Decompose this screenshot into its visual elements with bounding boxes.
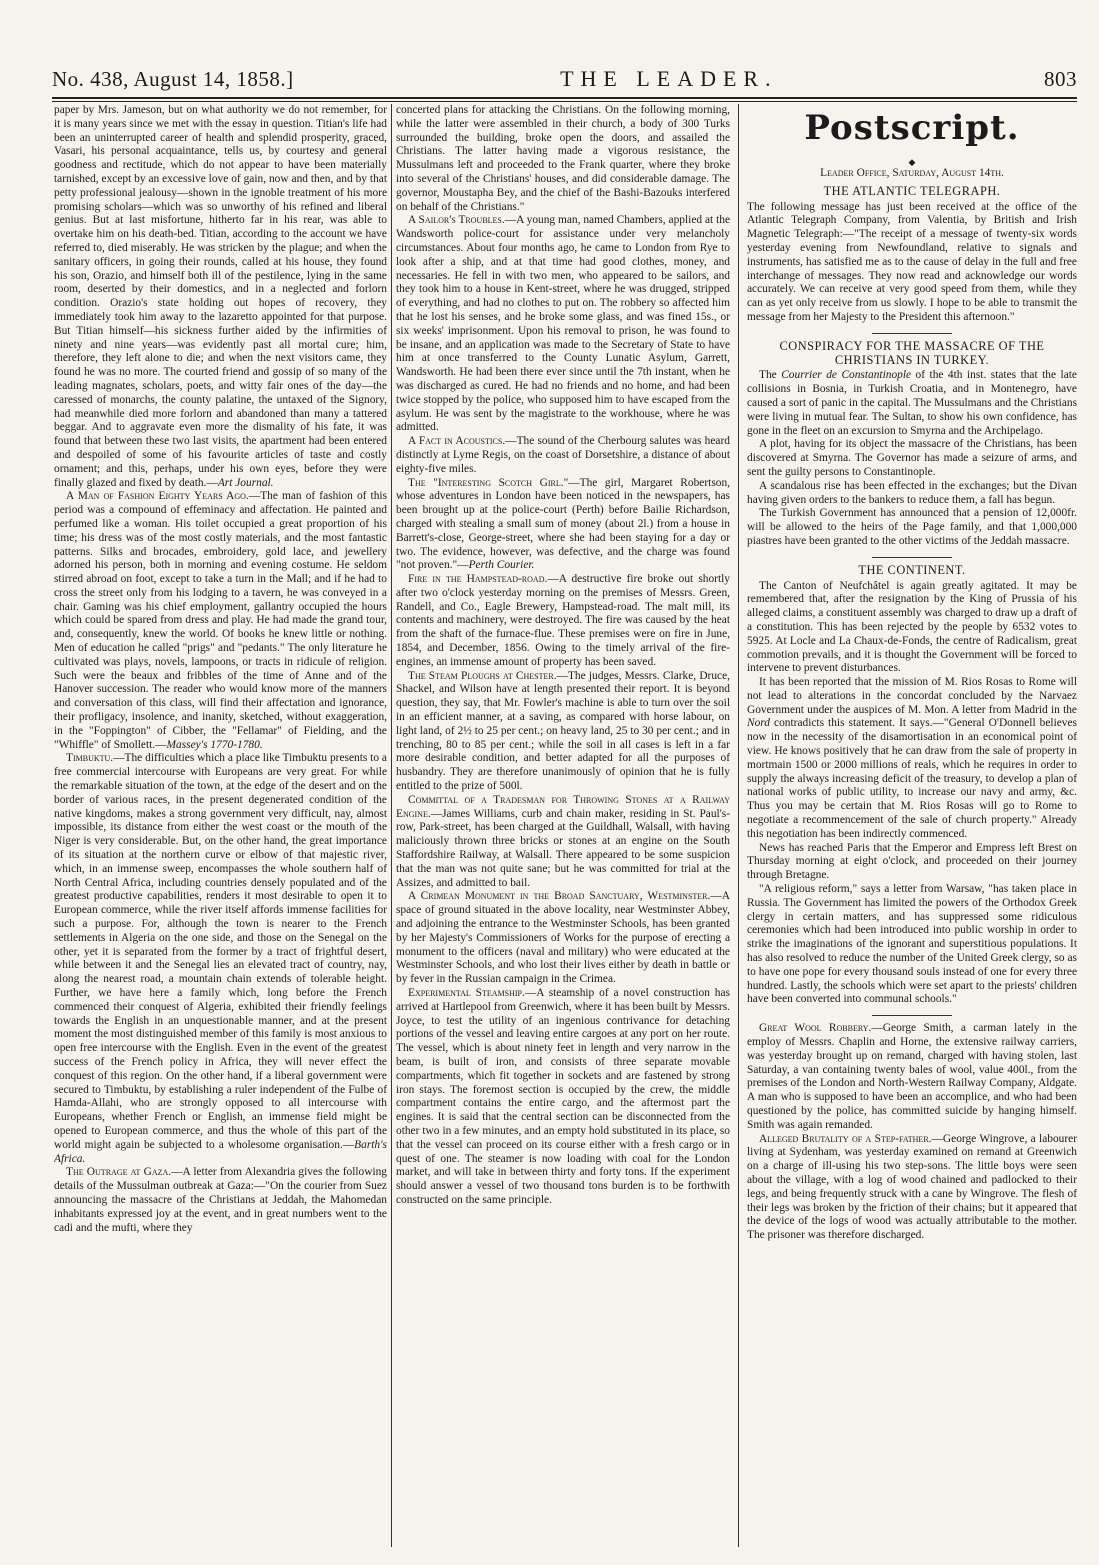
masthead-rule [52,97,1077,99]
article-paragraph: Fire in the Hampstead-road.—A destructive fire broke out shortly after two o'clock yesterday morning on the premises of Messrs. Green, Randell, and Co., Eagle Brewery, Hampstead-road. The malt mill, its contents and machinery, were destroyed. The fire was caused by the heat from the shaft of the furnace-flue. These premises were on fire in June, 1854, and December, 1856. Owing to the timely arrival of the fire-engines, an immense amount of property has been saved. [396,573,730,668]
section-heading: THE ATLANTIC TELEGRAPH. [823,183,1001,198]
column-divider [738,104,739,1547]
masthead [52,66,1077,94]
section-heading: CONSPIRACY FOR THE MASSACRE OF THE CHRISTIANS IN TURKEY. [779,338,1045,367]
postscript-heading: Postscript. [804,108,1020,148]
article-paragraph: A Crimean Monument in the Broad Sanctuary, Westminster.—A space of ground situated in the above locality, near Westminster Abbey, and adjoining the entrance to the Westminster Schools, has been granted by her Majesty's Commissioners of Works for the purpose of erecting a monument to the officers (naval and military) who were educated at the Westminster Schools, and who lost their lives either by death in battle or by fever in the Russian campaign in the Crimea. [396,890,730,986]
issue-date: No. 438, August 14, 1858.] [52,67,294,91]
article-paragraph: The following message has just been received at the office of the Atlantic Telegraph Company, from Valentia, by British and Irish Magnetic Telegraph:—"The receipt of a message of twenty-six words yesterday evening from Newfoundland, relative to signals and instruments, has satisfied me as to the cause of delay in the full and free interchange of messages. They now read and acknowledge our words accurately. We can receive at very good speed from them, while they can as yet only receive from us slowly. I hope to be able to transmit the message from her Majesty to the President this afternoon." [747,200,1077,323]
section-divider [872,557,952,558]
article-paragraph: A Sailor's Troubles.—A young man, named Chambers, applied at the Wandsworth police-court for assistance under very melancholy circumstances. About four months ago, he came to London from Rye to look after a ship, and at that time had good clothes, money, and necessaries. He fell in with two men, who appeared to be sailors, and they took him to a house in Kent-street, where he was drugged, stripped of everything, and had no clothes to put on. The robbery so affected him that he lost his senses, and he broke some glass, and was fined 15s., or six weeks' imprisonment. Upon his removal to prison, he was found to be insane, and an application was made to the Secretary of State to have him at once transferred to the County Lunatic Asylum, Garrett, Wandsworth. He had been there ever since until the 7th instant, when he was discharged as cured. He had no friends and no home, and had been twice stopped by the police, who supposed him to have escaped from the asylum. He was sent by the magistrate to the workhouse, where he was admitted. [396,214,730,434]
ornament-icon: ◆ [908,157,916,167]
article-paragraph: The Outrage at Gaza.—A letter from Alexandria gives the following details of the Mussulman outbreak at Gaza:—"On the courier from Suez announcing the massacre of the Christians at Jeddah, the Mahomedan inhabitants expressed joy at the event, and in great numbers went to the cadi and the mufti, where they [54,1166,387,1234]
article-paragraph: Timbuktu.—The difficulties which a place like Timbuktu presents to a free commercial intercourse with Europeans are very great. For while the remarkable situation of the town, at the edge of the desert and on the border of various races, in the present degenerated condition of the native kingdoms, makes a strong government very difficult, nay, almost impossible, its distance from either the west coast or the mouth of the Niger is very considerable. But, on the other hand, the great importance of its situation at the northern curve or elbow of that majestic river, which, in an immense sweep, encompasses the whole southern half of North Central Africa, including countries densely populated and of the greatest productive capabilities, renders it most desirable to open it to European commerce, while the river itself affords immense facilities for such a purpose. For, although the town is nearer to the French settlements in Algeria on the one side, and those on the Senegal on the other, yet it is separated from the former by a tract of frightful desert, while between it and the Senegal lies an elevated tract of country, nay, along the nearest road, a mountain chain extends of tolerable height. Further, we have here a family which, long before the French commenced their conquest of Algeria, exhibited their friendly feelings towards the English in an unquestionable manner, and at the present moment the most distinguished member of this family is most anxious to open free intercourse with the English. Even in the event of the greatest success of the French policy in Africa, they will never effect the conquest of this region. On the other hand, if a liberal government were secured to Timbuktu, by establishing a ruler independent of the Fulbe of Hamda-Allahi, who are strongly opposed to all intercourse with Europeans, whether French or English, an immense field might be opened to European commerce, and thus the whole of this part of the world might again be subjected to a wholesome organisation.—Barth's Africa. [54,752,387,1165]
article-paragraph: A scandalous rise has been effected in the exchanges; but the Divan having given orders to the bankers to reduce them, a fall has begun. [747,479,1077,506]
article-paragraph: Committal of a Tradesman for Throwing Stones at a Railway Engine.—James Williams, curb and chain maker, residing in St. Paul's-row, Park-street, has been charged at the Guildhall, Walsall, with having maliciously thrown three bricks or stones at an engine on the South Staffordshire Railway, at Walsall. There appeared to be some suspicion that the man was not quite sane; but he was committed for trial at the Assizes, and admitted to bail. [396,793,730,889]
section-divider [872,333,952,334]
article-paragraph: Great Wool Robbery.—George Smith, a carman lately in the employ of Messrs. Chaplin and Horne, the extensive railway carriers, was yesterday brought up on remand, charged with having stolen, last Saturday, a van containing twenty bales of wool, value 400l., from the premises of the London and North-Western Railway Company, Aldgate. A man who is supposed to have been an accomplice, and who had been questioned by the police, has committed suicide by hanging himself. Smith was again remanded. [747,1022,1077,1131]
article-paragraph: The Turkish Government has announced that a pension of 12,000fr. will be allowed to the heirs of the Page family, and that 1,000,000 piastres have been granted to the other victims of the Jeddah massacre. [747,507,1077,547]
article-paragraph: concerted plans for attacking the Christians. On the following morning, while the latter were assembled in their church, a body of 300 Turks surrounded the building, broke open the doors, and assailed the Christians. The latter having made a vigorous resistance, the Mussulmans left and proceeded to the Frank quarter, where they broke into several of the Christians' houses, and did considerable damage. The governor, Moustapha Bey, and the chief of the Bashi-Bazouks interfered on behalf of the Christians." [396,104,730,213]
article-paragraph: "A religious reform," says a letter from Warsaw, "has taken place in Russia. The Government has limited the powers of the Orthodox Greek clergy in certain matters, and has suppressed some ridiculous ceremonies which had been introduced into public worship in order to strike the imaginations of the ignorant and superstitious populations. It has also resolved to reduce the number of the United Greek clergy, so as to have one pope for every thousand souls instead of one for every three hundred. Lastly, the schools which were set apart to the priests' children have been converted into communal schools." [747,883,1077,1006]
article-paragraph: The "Interesting Scotch Girl."—The girl, Margaret Robertson, whose adventures in London have been noticed in the newspapers, has been brought up at the police-court (Perth) before Bailie Richardson, charged with stealing a small sum of money (about 2l.) from a house in Barrett's-close, George-street, where she had been staying for a day or two. The evidence, however, was defective, and the charge was found "not proven."—Perth Courier. [396,476,730,572]
newspaper-title: THE LEADER. [560,66,778,91]
masthead-rule-thin [52,101,1077,102]
section-heading: THE CONTINENT. [858,562,966,577]
article-paragraph: The Steam Ploughs at Chester.—The judges, Messrs. Clarke, Druce, Shackel, and Wilson have at length presented their report. It is beyond question, they say, that Mr. Fowler's machine is able to turn over the soil in an efficient manner, at a saving, as compared with horse labour, on light land, of 2½ to 25 per cent.; on heavy land, 25 to 30 per cent.; and in trenching, 80 to 85 per cent.; while the soil in all cases is left in a far more desirable condition, and better adapted for all the purposes of husbandry. They are therefore unanimously of opinion that he is fully entitled to the prize of 500l. [396,669,730,793]
article-paragraph: News has reached Paris that the Emperor and Empress left Brest on Thursday morning at eight o'clock, and proceeded on their journey through Bretagne. [747,841,1077,882]
column-1 [54,104,387,1547]
article-paragraph: A Fact in Acoustics.—The sound of the Cherbourg salutes was heard distinctly at Lyme Regis, on the coast of Dorsetshire, a distance of about eighty-five miles. [396,435,730,475]
column-2 [396,104,730,1547]
column-divider [391,104,392,1547]
article-paragraph: A plot, having for its object the massacre of the Christians, has been discovered at Smyrna. The Governor has made a seizure of arms, and sent the guilty persons to Constantinople. [747,438,1077,478]
article-paragraph: Alleged Brutality of a Step-father.—George Wingrove, a labourer living at Sydenham, was yesterday examined on remand at Greenwich on a charge of ill-using his two step-sons. The little boys were seen about the village, with a log of wood chained and padlocked to their legs, and being frequently struck with a cane by Wingrove. The flesh of their legs was broken by the friction of their chains; but it appeared that the device of the logs of wood was actually attributable to the mother. The prisoner was therefore discharged. [747,1132,1077,1242]
article-paragraph: The Canton of Neufchâtel is again greatly agitated. It may be remembered that, after the resignation by the King of Prussia of his alleged claims, a constituent assembly was charged to draw up a draft of a constitution. This has been rejected by the people by 6532 votes to 5925. At Locle and La Chaux-de-Fonds, the centre of Radicalism, great commotion prevails, and it is thought the Government will be forced to intervene to prevent disturbances. [747,579,1077,675]
article-paragraph: It has been reported that the mission of M. Rios Rosas to Rome will not lead to alterations in the concordat concluded by the Narvaez Government under the auspices of M. Mon. A letter from Madrid in the Nord contradicts this statement. It says.—"General O'Donnell believes now in the necessity of the disamortisation in an economical point of view. He knows positively that he can draw from the sale of property in mortmain 1500 or 2000 millions of reals, which he requires in order to supply the always increasing deficit of the treasury, to develop a plan of national works of public utility, to increase our navy and army, &c. Thus you may be certain that M. Rios Rosas will go to Rome to negotiate a recommencement of the sale of church property." Already this negotiation has been indirectly commenced. [747,676,1077,840]
column-3 [747,104,1077,1547]
dateline: Leader Office, Saturday, August 14th. [820,167,1004,179]
section-divider [872,1015,952,1016]
article-paragraph: The Courrier de Constantinople of the 4th inst. states that the late collisions in Bosnia, in Turkish Croatia, and in Montenegro, have caused a sort of panic in the capital. The Mussulmans and the Christians were living in mutual fear. The Sultan, to show his own confidence, has gone in the fleet on an excursion to Smyrna and the Archipelago. [747,369,1077,437]
article-paragraph: paper by Mrs. Jameson, but on what authority we do not remember, for it is many years since we met with the essay in question. Titian's life had been an uninterrupted career of health and splendid prosperity, graced, Vasari, his personal acquaintance, tells us, by courtesy and general goodness and rectitude, which do not appear to have been materially tarnished, except by an excessive love of gain, now and then, and by that petty professional jealousy—shown in the ignoble treatment of his more promising scholars—which was so unworthy of his refined and liberal genius. But at last misfortune, hitherto far in his rear, was able to overtake him on his death-bed. Titian, according to the account we have referred to, died miserably. He was stricken by the plague; and when the sanitary officers, in going their rounds, called at his house, they found his son, Orazio, and himself both ill of the pestilence, lying in the same room, deserted by their domestics, and in a neglected and forlorn condition. Orazio's state holding out hopes of recovery, they immediately took him away to the lazaretto appointed for that purpose. But Titian himself—his sickness further aided by the infirmities of ninety and nine years—was evidently past all mortal cure; him, therefore, they left alone to die; and when the next visitors came, they found he was no more. The courted friend and gossip of so many of the leading magnates, scholars, poets, and witty fair ones of the day—the caressed of monarchs, the county palatine, the untaxed of the Signory, had meanwhile died more forlorn and abandoned than many a tattered beggar. And to aggravate even more the dismality of his fate, it was found that between these two last visits, the apartment had been entered and despoiled of some of his favourite articles of taste and costly ornament; and this, perhaps, under his own eyes, before they were finally glazed and fixed by death.—Art Journal. [54,104,387,489]
page-number: 803 [1044,67,1077,91]
article-paragraph: A Man of Fashion Eighty Years Ago.—The man of fashion of this period was a compound of effeminacy and affectation. He painted and perfumed like a woman. His toilet occupied a great proportion of his time; his dress was of the most costly materials, and the most fantastic patterns. Silks and brocades, embroidery, gold lace, and jewellery adorned his person, both in morning and evening costume. He seldom stirred abroad on foot, except to take a turn in the Mall; and if he had to cross the street only from his lodging to a tavern, he was conveyed in a chair. Gaming was his chief employment, gallantry occupied the hours which could be spared from dress and play. He had made the grand tour, and, consequently, knew the world. Of books he knew little or nothing. Men of education he called "prigs" and "pedants." The only literature he cultivated was plays, novels, lampoons, or tracts in ridicule of religion. Such were the beaux and fribbles of the time of Anne and of the Hanover succession. The reader who would know more of the manners and conversation of this class, will find their affectation and ignorance, their profligacy, insolence, and inanity, sketched, without exaggeration, in the "Foppington" of Cibber, the "Fellamar" of Fielding, and the "Whiffle" of Smollett.—Massey's 1770-1780. [54,490,387,751]
article-paragraph: Experimental Steamship.—A steamship of a novel construction has arrived at Hartlepool from Greenwich, where it has been built by Messrs. Joyce, to test the utility of an ingenious contrivance for detaching portions of the vessel and leaving entire cargoes at any port on her route. The vessel, which is about ninety feet in length and very narrow in the beam, is built of iron, and consists of three separate movable compartments, which fit together in sockets and are fastened by strong iron stays. The foremost section is occupied by the crew, the middle compartment contains the entire cargo, and the aftermost part the engines. It is said that the central section can be disconnected from the other two in a few minutes, and an empty hold substituted in its place, so that the vessel can proceed on its course either with a fresh cargo or in quest of one. The steamer is now loading with coal for the London market, and will take in between thirty and forty tons. If the experiment should answer a vessel of two thousand tons burden is to be forthwith constructed on the same principle. [396,987,730,1206]
